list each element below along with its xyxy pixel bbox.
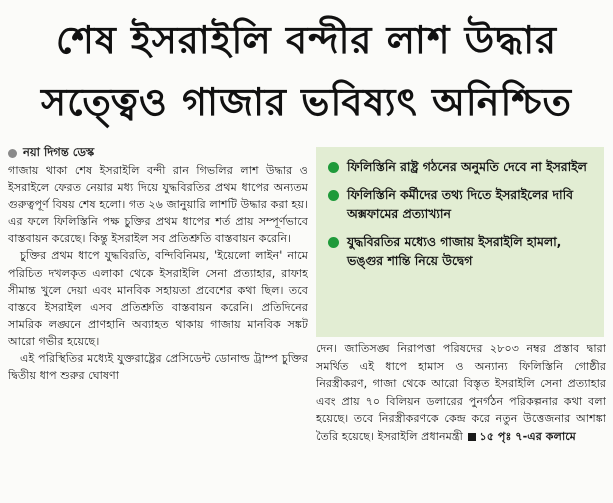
bullet-icon	[328, 162, 339, 173]
continuation-text: ১৫ পৃঃ ৭-এর কলামে	[479, 429, 576, 443]
body-column-right	[316, 340, 606, 500]
highlight-text: ফিলিস্তিনি কর্মীদের তথ্য দিতে ইসরাইলের দাবি অক্সফামের প্রত্যাখ্যান	[347, 187, 574, 221]
highlight-text: যুদ্ধবিরতির মধ্যেও গাজায় ইসরাইলি হামলা, ভঙ্গুর শান্তি নিয়ে উদ্বেগ	[347, 234, 562, 268]
body-column-left	[8, 162, 308, 500]
headline-line-1: শেষ ইসরাইলি বন্দীর লাশ উদ্ধার	[55, 18, 558, 62]
paragraph-right	[316, 340, 606, 446]
byline-dot-icon	[8, 149, 17, 158]
highlights-box	[316, 147, 604, 337]
byline	[8, 144, 94, 162]
paragraph-1: গাজায় থাকা শেষ ইসরাইলি বন্দী রান গিভলির লাশ উদ্ধার ও ইসরাইলে ফেরত নেয়ার মধ্য দিয়ে যুদ্ধবিরতির প্রথম ধাপের অন্যতম গুরুত্বপূর্ণ বিষয় শেষ হলো। গত ২৬ জানুয়ারি লাশটি উদ্ধার করা হয়। এর ফলে ফিলিস্তিনি পক্ষ চুক্তির প্রথম ধাপের শর্ত প্রায় সম্পূর্ণভাবে বাস্তবায়ন করেছে। কিন্তু ইসরাইল সব প্রতিশ্রুতি বাস্তবায়ন করেনি।	[8, 164, 308, 246]
highlight-item	[328, 157, 594, 176]
headline	[0, 0, 613, 138]
highlight-item	[328, 232, 594, 270]
highlight-text: ফিলিস্তিনি রাষ্ট্র গঠনের অনুমতি দেবে না ইসরাইল	[347, 159, 587, 174]
bullet-icon	[328, 190, 339, 201]
headline-line-2: সত্ত্বেও গাজার ভবিষ্যৎ অনিশ্চিত	[40, 80, 573, 124]
byline-text: নয়া দিগন্ত ডেস্ক	[23, 144, 95, 159]
highlight-item	[328, 185, 594, 223]
bullet-icon	[328, 237, 339, 248]
paragraph-3: এই পরিস্থিতির মধ্যেই যুক্তরাষ্ট্রের প্রেসিডেন্ট ডোনাল্ড ট্রাম্প চুক্তির দ্বিতীয় ধাপ শুরুর ঘোষণা	[8, 352, 308, 383]
square-icon	[468, 433, 476, 441]
paragraph-2: চুক্তির প্রথম ধাপে যুদ্ধবিরতি, বন্দিবিনিময়, 'ইয়েলো লাইন' নামে পরিচিত দখলকৃত এলাকা থেকে ইসরাইলি সেনা প্রত্যাহার, রাফাহ সীমান্ত খুলে দেয়া এবং মানবিক সহায়তা প্রবেশের কথা ছিল। তবে বাস্তবে ইসরাইল এসব প্রতিশ্রুতি বাস্তবায়ন করেনি। প্রতিদিনের সামরিক লঙ্ঘনে প্রাণহানি অব্যাহত থাকায় গাজায় মানবিক সঙ্কট আরো গভীর হয়েছে।	[8, 249, 308, 348]
continuation-note	[466, 430, 575, 443]
paragraph-right-text: দেন। জাতিসঙ্ঘ নিরাপত্তা পরিষদের ২৮০৩ নম্বর প্রস্তাব দ্বারা সমর্থিত এই ধাপে হামাস ও অন্যান্য ফিলিস্তিনি গোষ্ঠীর নিরস্ত্রীকরণ, গাজা থেকে আরো বিস্তৃত ইসরাইলি সেনা প্রত্যাহার এবং প্রায় ৭০ বিলিয়ন ডলারের পুনর্গঠন পরিকল্পনার কথা বলা হয়েছে। তবে নিরস্ত্রীকরণকে কেন্দ্র করে নতুন উত্তেজনার আশঙ্কা তৈরি হয়েছে। ইসরাইলি প্রধানমন্ত্রী	[316, 342, 606, 443]
